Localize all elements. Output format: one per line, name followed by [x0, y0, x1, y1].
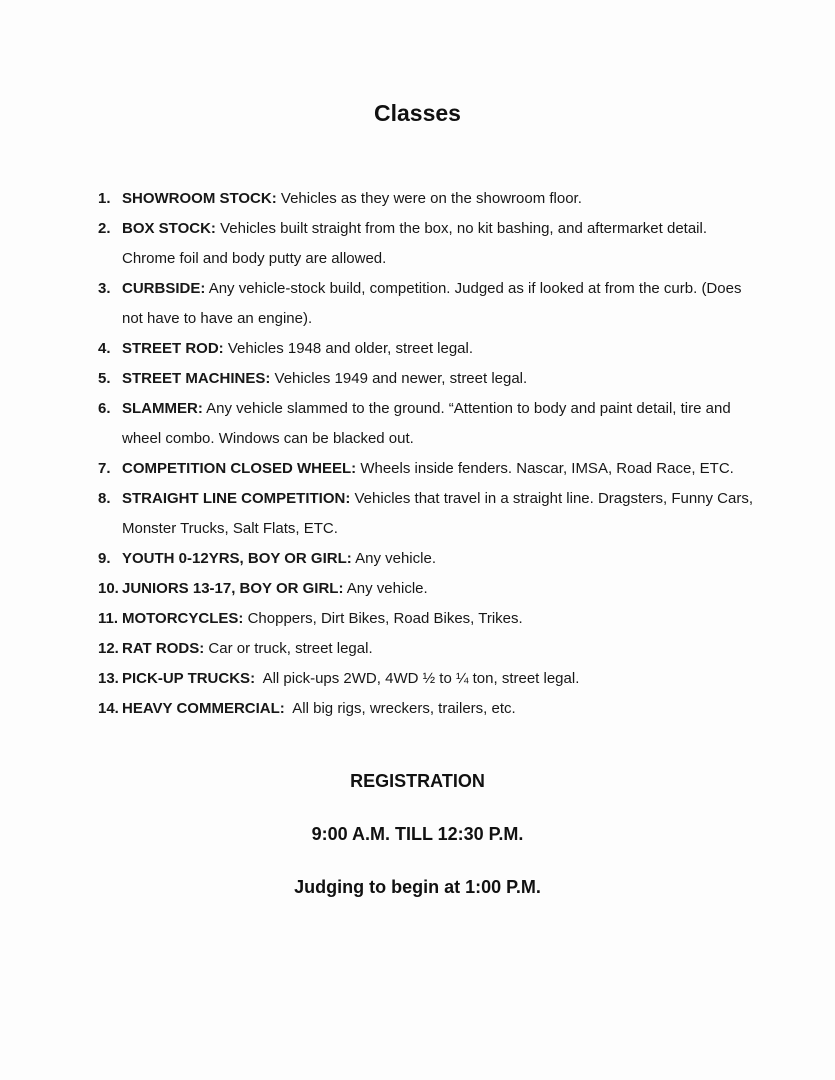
item-label: STRAIGHT LINE COMPETITION:: [122, 490, 351, 507]
list-item: [98, 664, 758, 694]
list-item: [98, 214, 758, 274]
item-description: All big rigs, wreckers, trailers, etc.: [288, 700, 516, 717]
list-item: [98, 364, 758, 394]
list-item: [98, 394, 758, 454]
registration-hours: 9:00 A.M. TILL 12:30 P.M.: [311, 824, 524, 844]
item-number: 9.: [98, 550, 111, 567]
item-number: 8.: [98, 490, 111, 507]
list-item: [98, 484, 758, 544]
item-description: Vehicles that travel in a straight line. Dragsters, Funny Cars, Monster Trucks, Salt Flats, ETC.: [122, 490, 758, 537]
item-number: 1.: [98, 190, 111, 207]
item-number: 2.: [98, 220, 111, 237]
list-item: [98, 274, 758, 334]
item-label: RAT RODS:: [122, 640, 205, 657]
item-label: JUNIORS 13-17, BOY OR GIRL:: [122, 580, 344, 597]
item-number: 6.: [98, 400, 111, 417]
item-label: STREET ROD:: [122, 340, 224, 357]
item-description: Vehicles as they were on the showroom floor.: [280, 190, 582, 207]
list-item: [98, 634, 758, 664]
list-item: [98, 574, 758, 604]
item-description: All pick-ups 2WD, 4WD ½ to ¼ ton, street legal.: [259, 670, 580, 687]
item-description: Wheels inside fenders. Nascar, IMSA, Road Race, ETC.: [360, 460, 734, 477]
item-label: PICK-UP TRUCKS:: [122, 670, 256, 687]
item-number: 11.: [98, 610, 119, 627]
item-number: 7.: [98, 460, 111, 477]
item-number: 14.: [98, 700, 119, 717]
item-description: Vehicles 1949 and newer, street legal.: [274, 370, 528, 387]
item-description: Any vehicle.: [346, 580, 428, 597]
page-title: Classes: [374, 100, 461, 126]
list-item: [98, 544, 758, 574]
list-item: [98, 334, 758, 364]
item-label: HEAVY COMMERCIAL:: [122, 700, 285, 717]
item-label: SHOWROOM STOCK:: [122, 190, 277, 207]
item-description: Any vehicle-stock build, competition. Judged as if looked at from the curb. (Does not have to have an engine).: [122, 280, 746, 327]
list-item: [98, 604, 758, 634]
item-label: CURBSIDE:: [122, 280, 206, 297]
registration-heading: REGISTRATION: [350, 771, 485, 791]
item-label: MOTORCYCLES:: [122, 610, 244, 627]
item-description: Choppers, Dirt Bikes, Road Bikes, Trikes.: [247, 610, 523, 627]
item-description: Any vehicle.: [355, 550, 436, 567]
item-description: Any vehicle slammed to the ground. “Attention to body and paint detail, tire and wheel combo. Windows can be blacked out.: [122, 400, 735, 447]
item-description: Vehicles built straight from the box, no kit bashing, and aftermarket detail. Chrome foil and body putty are allowed.: [122, 220, 712, 267]
class-list: [98, 184, 765, 724]
item-label: STREET MACHINES:: [122, 370, 271, 387]
item-label: COMPETITION CLOSED WHEEL:: [122, 460, 357, 477]
item-number: 10.: [98, 580, 119, 597]
list-item: [98, 184, 758, 214]
item-number: 12.: [98, 640, 119, 657]
item-description: Vehicles 1948 and older, street legal.: [227, 340, 474, 357]
list-item: [98, 454, 758, 484]
item-label: BOX STOCK:: [122, 220, 216, 237]
list-item: [98, 694, 758, 724]
judging-time: Judging to begin at 1:00 P.M.: [294, 877, 541, 897]
item-description: Car or truck, street legal.: [208, 640, 373, 657]
item-number: 4.: [98, 340, 111, 357]
registration-section: [0, 770, 835, 898]
item-label: SLAMMER:: [122, 400, 203, 417]
item-number: 3.: [98, 280, 111, 297]
item-number: 13.: [98, 670, 119, 687]
item-label: YOUTH 0-12YRS, BOY OR GIRL:: [122, 550, 352, 567]
item-number: 5.: [98, 370, 111, 387]
